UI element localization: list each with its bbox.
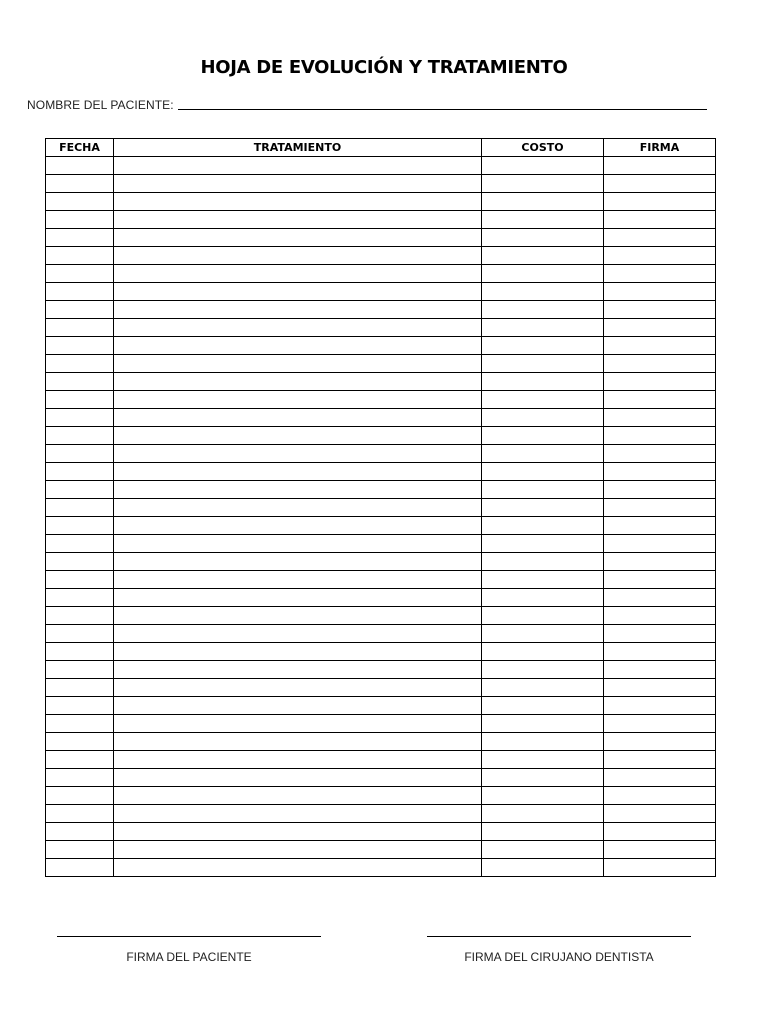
dentist-signature-label: FIRMA DEL CIRUJANO DENTISTA xyxy=(464,950,654,964)
cell-tratamiento[interactable] xyxy=(114,445,482,463)
table-row xyxy=(46,751,716,769)
table-row xyxy=(46,661,716,679)
cell-fecha[interactable] xyxy=(46,193,114,211)
cell-costo[interactable] xyxy=(482,319,604,337)
cell-firma[interactable] xyxy=(604,805,716,823)
table-row xyxy=(46,715,716,733)
cell-tratamiento[interactable] xyxy=(114,499,482,517)
table-row xyxy=(46,409,716,427)
cell-tratamiento[interactable] xyxy=(114,427,482,445)
treatment-table xyxy=(45,138,716,877)
cell-tratamiento[interactable] xyxy=(114,661,482,679)
cell-fecha[interactable] xyxy=(46,679,114,697)
cell-tratamiento[interactable] xyxy=(114,751,482,769)
cell-costo[interactable] xyxy=(482,283,604,301)
cell-fecha[interactable] xyxy=(46,715,114,733)
cell-fecha[interactable] xyxy=(46,445,114,463)
table-row xyxy=(46,697,716,715)
cell-costo[interactable] xyxy=(482,355,604,373)
cell-costo[interactable] xyxy=(482,823,604,841)
patient-signature-label: FIRMA DEL PACIENTE xyxy=(126,950,252,964)
cell-fecha[interactable] xyxy=(46,859,114,877)
header-tratamiento: TRATAMIENTO xyxy=(114,139,482,157)
cell-firma[interactable] xyxy=(604,175,716,193)
header-firma: FIRMA xyxy=(604,139,716,157)
cell-fecha[interactable] xyxy=(46,319,114,337)
cell-costo[interactable] xyxy=(482,265,604,283)
cell-costo[interactable] xyxy=(482,211,604,229)
cell-firma[interactable] xyxy=(604,535,716,553)
cell-tratamiento[interactable] xyxy=(114,301,482,319)
cell-costo[interactable] xyxy=(482,463,604,481)
cell-tratamiento[interactable] xyxy=(114,607,482,625)
cell-tratamiento[interactable] xyxy=(114,571,482,589)
cell-tratamiento[interactable] xyxy=(114,247,482,265)
cell-firma[interactable] xyxy=(604,823,716,841)
cell-fecha[interactable] xyxy=(46,535,114,553)
cell-fecha[interactable] xyxy=(46,553,114,571)
table-row xyxy=(46,643,716,661)
cell-costo[interactable] xyxy=(482,337,604,355)
cell-firma[interactable] xyxy=(604,769,716,787)
cell-fecha[interactable] xyxy=(46,409,114,427)
cell-firma[interactable] xyxy=(604,337,716,355)
cell-tratamiento[interactable] xyxy=(114,535,482,553)
cell-firma[interactable] xyxy=(604,787,716,805)
cell-tratamiento[interactable] xyxy=(114,841,482,859)
patient-signature-line[interactable] xyxy=(57,936,321,937)
cell-firma[interactable] xyxy=(604,427,716,445)
cell-fecha[interactable] xyxy=(46,481,114,499)
table-row xyxy=(46,625,716,643)
cell-costo[interactable] xyxy=(482,517,604,535)
table-body xyxy=(46,157,716,877)
cell-firma[interactable] xyxy=(604,859,716,877)
cell-firma[interactable] xyxy=(604,589,716,607)
cell-costo[interactable] xyxy=(482,157,604,175)
cell-firma[interactable] xyxy=(604,193,716,211)
cell-tratamiento[interactable] xyxy=(114,643,482,661)
cell-costo[interactable] xyxy=(482,481,604,499)
patient-name-label: NOMBRE DEL PACIENTE: xyxy=(27,98,174,112)
cell-costo[interactable] xyxy=(482,769,604,787)
cell-tratamiento[interactable] xyxy=(114,769,482,787)
cell-tratamiento[interactable] xyxy=(114,211,482,229)
cell-firma[interactable] xyxy=(604,211,716,229)
patient-name-field[interactable] xyxy=(178,108,707,110)
cell-firma[interactable] xyxy=(604,643,716,661)
cell-costo[interactable] xyxy=(482,805,604,823)
table-row xyxy=(46,301,716,319)
table-row xyxy=(46,319,716,337)
cell-fecha[interactable] xyxy=(46,751,114,769)
cell-firma[interactable] xyxy=(604,661,716,679)
cell-firma[interactable] xyxy=(604,157,716,175)
cell-tratamiento[interactable] xyxy=(114,409,482,427)
cell-fecha[interactable] xyxy=(46,337,114,355)
cell-tratamiento[interactable] xyxy=(114,805,482,823)
cell-costo[interactable] xyxy=(482,571,604,589)
cell-fecha[interactable] xyxy=(46,787,114,805)
cell-tratamiento[interactable] xyxy=(114,823,482,841)
table-row xyxy=(46,355,716,373)
cell-fecha[interactable] xyxy=(46,211,114,229)
cell-costo[interactable] xyxy=(482,427,604,445)
cell-firma[interactable] xyxy=(604,553,716,571)
cell-firma[interactable] xyxy=(604,283,716,301)
cell-tratamiento[interactable] xyxy=(114,265,482,283)
cell-tratamiento[interactable] xyxy=(114,715,482,733)
cell-tratamiento[interactable] xyxy=(114,733,482,751)
cell-fecha[interactable] xyxy=(46,301,114,319)
cell-tratamiento[interactable] xyxy=(114,391,482,409)
table-row xyxy=(46,373,716,391)
cell-fecha[interactable] xyxy=(46,463,114,481)
table-row xyxy=(46,211,716,229)
cell-costo[interactable] xyxy=(482,391,604,409)
cell-fecha[interactable] xyxy=(46,625,114,643)
cell-tratamiento[interactable] xyxy=(114,517,482,535)
cell-fecha[interactable] xyxy=(46,283,114,301)
table-row xyxy=(46,535,716,553)
table-row xyxy=(46,265,716,283)
cell-tratamiento[interactable] xyxy=(114,463,482,481)
cell-costo[interactable] xyxy=(482,499,604,517)
cell-costo[interactable] xyxy=(482,733,604,751)
cell-firma[interactable] xyxy=(604,697,716,715)
table-header-row xyxy=(46,139,716,157)
cell-fecha[interactable] xyxy=(46,427,114,445)
cell-fecha[interactable] xyxy=(46,373,114,391)
dentist-signature-block xyxy=(427,936,691,964)
cell-firma[interactable] xyxy=(604,481,716,499)
cell-costo[interactable] xyxy=(482,409,604,427)
cell-fecha[interactable] xyxy=(46,733,114,751)
table-row xyxy=(46,553,716,571)
cell-costo[interactable] xyxy=(482,373,604,391)
cell-firma[interactable] xyxy=(604,733,716,751)
cell-fecha[interactable] xyxy=(46,247,114,265)
cell-costo[interactable] xyxy=(482,445,604,463)
table-row xyxy=(46,427,716,445)
cell-firma[interactable] xyxy=(604,841,716,859)
table-row xyxy=(46,175,716,193)
table-row xyxy=(46,517,716,535)
cell-costo[interactable] xyxy=(482,679,604,697)
table-row xyxy=(46,589,716,607)
cell-firma[interactable] xyxy=(604,499,716,517)
cell-costo[interactable] xyxy=(482,787,604,805)
cell-costo[interactable] xyxy=(482,643,604,661)
cell-fecha[interactable] xyxy=(46,769,114,787)
cell-tratamiento[interactable] xyxy=(114,787,482,805)
cell-firma[interactable] xyxy=(604,301,716,319)
cell-fecha[interactable] xyxy=(46,607,114,625)
cell-fecha[interactable] xyxy=(46,823,114,841)
cell-firma[interactable] xyxy=(604,679,716,697)
header-costo: COSTO xyxy=(482,139,604,157)
table-row xyxy=(46,499,716,517)
cell-costo[interactable] xyxy=(482,715,604,733)
table-row xyxy=(46,733,716,751)
table-row xyxy=(46,247,716,265)
table-row xyxy=(46,193,716,211)
cell-firma[interactable] xyxy=(604,445,716,463)
cell-tratamiento[interactable] xyxy=(114,355,482,373)
cell-tratamiento[interactable] xyxy=(114,859,482,877)
table-row xyxy=(46,463,716,481)
cell-tratamiento[interactable] xyxy=(114,175,482,193)
cell-tratamiento[interactable] xyxy=(114,553,482,571)
cell-costo[interactable] xyxy=(482,625,604,643)
cell-costo[interactable] xyxy=(482,535,604,553)
table-row xyxy=(46,823,716,841)
document-title: HOJA DE EVOLUCIÓN Y TRATAMIENTO xyxy=(200,57,568,78)
cell-firma[interactable] xyxy=(604,265,716,283)
cell-fecha[interactable] xyxy=(46,265,114,283)
cell-fecha[interactable] xyxy=(46,157,114,175)
table-row xyxy=(46,229,716,247)
cell-tratamiento[interactable] xyxy=(114,283,482,301)
cell-fecha[interactable] xyxy=(46,355,114,373)
cell-firma[interactable] xyxy=(604,355,716,373)
cell-firma[interactable] xyxy=(604,715,716,733)
cell-firma[interactable] xyxy=(604,391,716,409)
cell-tratamiento[interactable] xyxy=(114,229,482,247)
cell-costo[interactable] xyxy=(482,589,604,607)
table-row xyxy=(46,787,716,805)
cell-costo[interactable] xyxy=(482,697,604,715)
cell-costo[interactable] xyxy=(482,859,604,877)
table-row xyxy=(46,859,716,877)
cell-firma[interactable] xyxy=(604,373,716,391)
cell-costo[interactable] xyxy=(482,229,604,247)
cell-costo[interactable] xyxy=(482,661,604,679)
cell-fecha[interactable] xyxy=(46,589,114,607)
cell-fecha[interactable] xyxy=(46,391,114,409)
cell-fecha[interactable] xyxy=(46,643,114,661)
cell-firma[interactable] xyxy=(604,319,716,337)
cell-costo[interactable] xyxy=(482,175,604,193)
cell-firma[interactable] xyxy=(604,751,716,769)
cell-fecha[interactable] xyxy=(46,571,114,589)
cell-costo[interactable] xyxy=(482,247,604,265)
cell-fecha[interactable] xyxy=(46,229,114,247)
cell-tratamiento[interactable] xyxy=(114,373,482,391)
cell-firma[interactable] xyxy=(604,517,716,535)
table-row xyxy=(46,157,716,175)
cell-costo[interactable] xyxy=(482,841,604,859)
cell-firma[interactable] xyxy=(604,625,716,643)
cell-fecha[interactable] xyxy=(46,841,114,859)
cell-costo[interactable] xyxy=(482,301,604,319)
table-row xyxy=(46,391,716,409)
table-row xyxy=(46,607,716,625)
cell-firma[interactable] xyxy=(604,607,716,625)
cell-tratamiento[interactable] xyxy=(114,157,482,175)
table-row xyxy=(46,679,716,697)
table-row xyxy=(46,445,716,463)
cell-tratamiento[interactable] xyxy=(114,679,482,697)
cell-fecha[interactable] xyxy=(46,805,114,823)
cell-tratamiento[interactable] xyxy=(114,319,482,337)
cell-firma[interactable] xyxy=(604,247,716,265)
cell-costo[interactable] xyxy=(482,553,604,571)
patient-name-row xyxy=(27,96,707,112)
cell-fecha[interactable] xyxy=(46,697,114,715)
cell-tratamiento[interactable] xyxy=(114,481,482,499)
header-fecha: FECHA xyxy=(46,139,114,157)
dentist-signature-line[interactable] xyxy=(427,936,691,937)
table-row xyxy=(46,337,716,355)
cell-tratamiento[interactable] xyxy=(114,589,482,607)
cell-tratamiento[interactable] xyxy=(114,193,482,211)
table-row xyxy=(46,769,716,787)
cell-costo[interactable] xyxy=(482,193,604,211)
table-row xyxy=(46,571,716,589)
cell-fecha[interactable] xyxy=(46,175,114,193)
cell-fecha[interactable] xyxy=(46,517,114,535)
patient-signature-block xyxy=(57,936,321,964)
cell-costo[interactable] xyxy=(482,751,604,769)
cell-firma[interactable] xyxy=(604,463,716,481)
cell-firma[interactable] xyxy=(604,229,716,247)
cell-fecha[interactable] xyxy=(46,499,114,517)
table-row xyxy=(46,841,716,859)
cell-costo[interactable] xyxy=(482,607,604,625)
cell-fecha[interactable] xyxy=(46,661,114,679)
cell-tratamiento[interactable] xyxy=(114,337,482,355)
cell-firma[interactable] xyxy=(604,409,716,427)
cell-tratamiento[interactable] xyxy=(114,625,482,643)
cell-tratamiento[interactable] xyxy=(114,697,482,715)
table-row xyxy=(46,805,716,823)
table-row xyxy=(46,481,716,499)
table-row xyxy=(46,283,716,301)
cell-firma[interactable] xyxy=(604,571,716,589)
